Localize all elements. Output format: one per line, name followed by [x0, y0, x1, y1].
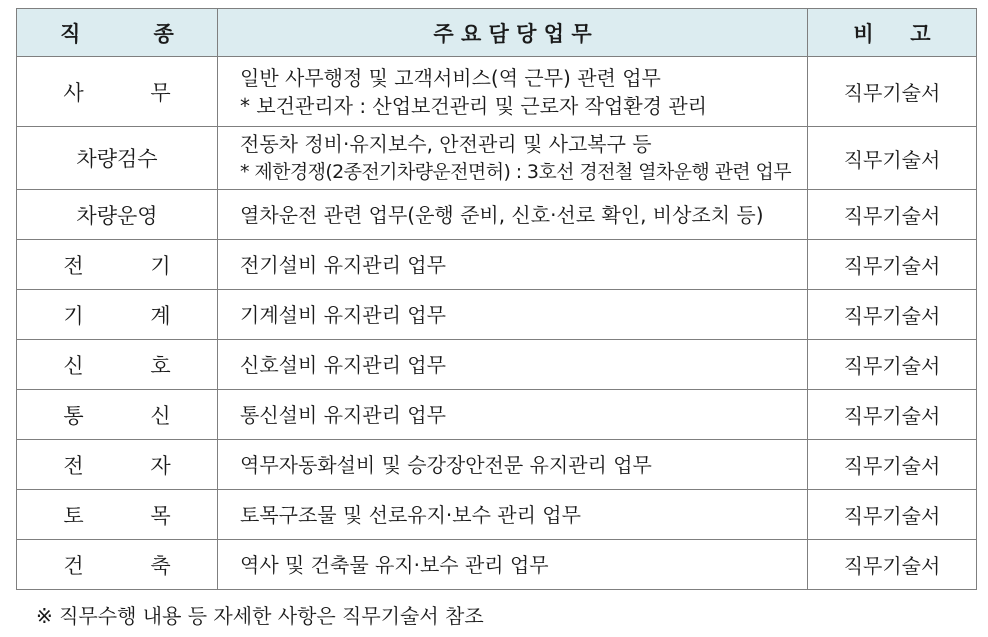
job-type-cell: 사 무 [17, 57, 218, 127]
duty-line: 전기설비 유지관리 업무 [240, 252, 446, 277]
duties-cell [218, 127, 808, 190]
note-cell: 직무기술서 [808, 127, 977, 190]
table-row [17, 240, 977, 290]
duty-line: 일반 사무행정 및 고객서비스(역 근무) 관련 업무 [240, 65, 661, 90]
note-cell: 직무기술서 [808, 290, 977, 340]
header-main-duties: 주 요 담 당 업 무 [218, 9, 808, 57]
duty-subnote: * 제한경쟁(2종전기차량운전면허) : 3호선 경전철 열차운행 관련 업무 [240, 161, 791, 183]
note-cell: 직무기술서 [808, 240, 977, 290]
duties-cell [218, 390, 808, 440]
duties-cell [218, 340, 808, 390]
duties-cell [218, 190, 808, 240]
note-cell: 직무기술서 [808, 57, 977, 127]
job-type-cell: 차량운영 [17, 190, 218, 240]
note-cell: 직무기술서 [808, 440, 977, 490]
job-type-cell: 신 호 [17, 340, 218, 390]
job-type-cell: 차량검수 [17, 127, 218, 190]
job-type-cell: 전 자 [17, 440, 218, 490]
duties-cell [218, 290, 808, 340]
duty-line: 역사 및 건축물 유지·보수 관리 업무 [240, 552, 549, 577]
table-row [17, 340, 977, 390]
table-row [17, 390, 977, 440]
table-row [17, 540, 977, 590]
table-header-row [17, 9, 977, 57]
job-type-cell: 토 목 [17, 490, 218, 540]
table-row [17, 440, 977, 490]
job-type-cell: 통 신 [17, 390, 218, 440]
duty-line: 토목구조물 및 선로유지·보수 관리 업무 [240, 502, 581, 527]
note-cell: 직무기술서 [808, 340, 977, 390]
header-note: 비 고 [808, 9, 977, 57]
duty-line: 신호설비 유지관리 업무 [240, 352, 446, 377]
table-row [17, 127, 977, 190]
duties-cell [218, 240, 808, 290]
job-type-cell: 건 축 [17, 540, 218, 590]
table-row [17, 57, 977, 127]
header-job-type: 직 종 [17, 9, 218, 57]
duty-line: 전동차 정비·유지보수, 안전관리 및 사고복구 등 [240, 132, 652, 156]
note-cell: 직무기술서 [808, 190, 977, 240]
table-row [17, 490, 977, 540]
note-cell: 직무기술서 [808, 490, 977, 540]
duties-cell [218, 440, 808, 490]
duties-cell [218, 490, 808, 540]
duties-cell [218, 57, 808, 127]
duty-line: 열차운전 관련 업무(운행 준비, 신호·선로 확인, 비상조치 등) [240, 202, 764, 227]
duty-line: 통신설비 유지관리 업무 [240, 402, 446, 427]
duties-cell [218, 540, 808, 590]
note-cell: 직무기술서 [808, 390, 977, 440]
duty-line: 역무자동화설비 및 승강장안전문 유지관리 업무 [240, 452, 652, 477]
note-cell: 직무기술서 [808, 540, 977, 590]
duty-line: 기계설비 유지관리 업무 [240, 302, 446, 327]
table-row [17, 190, 977, 240]
duty-subnote: * 보건관리자 : 산업보건관리 및 근로자 작업환경 관리 [240, 93, 707, 118]
job-type-cell: 전 기 [17, 240, 218, 290]
job-duties-table [16, 8, 977, 590]
job-type-cell: 기 계 [17, 290, 218, 340]
footnote: ※ 직무수행 내용 등 자세한 사항은 직무기술서 참조 [36, 604, 484, 628]
table-row [17, 290, 977, 340]
